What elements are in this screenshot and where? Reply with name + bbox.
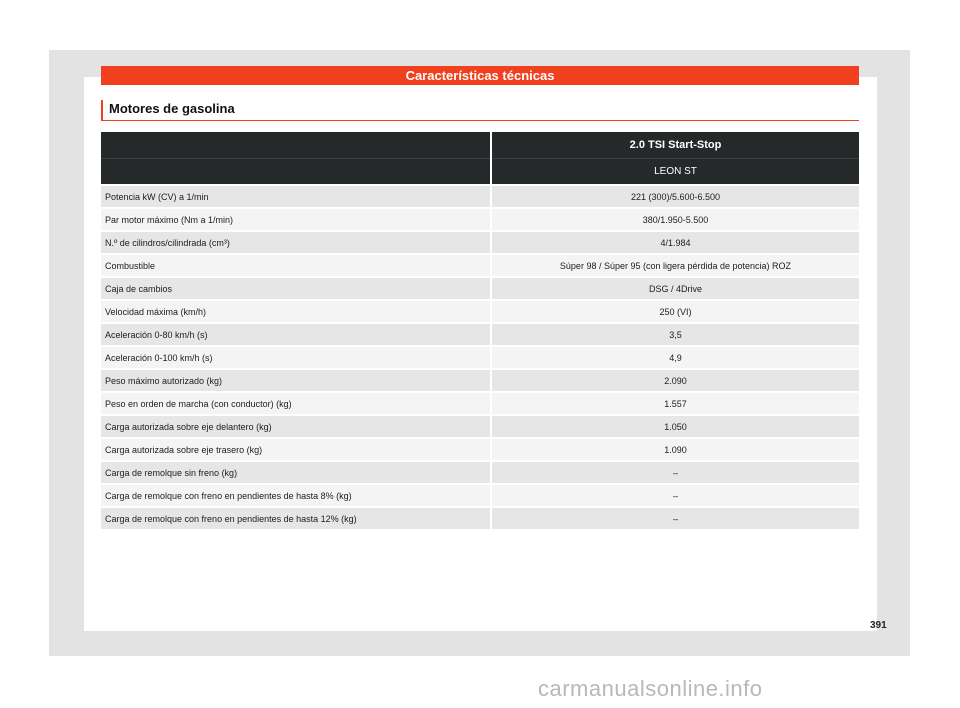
row-value: – bbox=[491, 484, 859, 507]
chapter-banner: Características técnicas bbox=[101, 66, 859, 85]
row-value: 4/1.984 bbox=[491, 231, 859, 254]
row-label: N.º de cilindros/cilindrada (cm³) bbox=[101, 231, 491, 254]
model-name: LEON ST bbox=[491, 159, 859, 186]
row-value: 4,9 bbox=[491, 346, 859, 369]
engine-name: 2.0 TSI Start-Stop bbox=[491, 132, 859, 159]
spec-table bbox=[101, 132, 859, 529]
row-label: Velocidad máxima (km/h) bbox=[101, 300, 491, 323]
page-number: 391 bbox=[870, 620, 887, 631]
table-header-engine-row bbox=[101, 132, 859, 159]
row-value: 1.050 bbox=[491, 415, 859, 438]
row-label: Combustible bbox=[101, 254, 491, 277]
table-row bbox=[101, 438, 859, 461]
row-label: Carga autorizada sobre eje delantero (kg) bbox=[101, 415, 491, 438]
row-value: 2.090 bbox=[491, 369, 859, 392]
table-row bbox=[101, 231, 859, 254]
row-value: 1.090 bbox=[491, 438, 859, 461]
row-label: Aceleración 0-100 km/h (s) bbox=[101, 346, 491, 369]
table-header-empty-cell bbox=[101, 159, 491, 186]
table-row bbox=[101, 461, 859, 484]
row-value: – bbox=[491, 507, 859, 529]
row-value: 221 (300)/5.600-6.500 bbox=[491, 185, 859, 208]
row-label: Carga de remolque sin freno (kg) bbox=[101, 461, 491, 484]
row-label: Peso máximo autorizado (kg) bbox=[101, 369, 491, 392]
row-label: Peso en orden de marcha (con conductor) (kg) bbox=[101, 392, 491, 415]
table-row bbox=[101, 300, 859, 323]
table-row bbox=[101, 346, 859, 369]
table-row bbox=[101, 484, 859, 507]
table-row bbox=[101, 369, 859, 392]
row-label: Caja de cambios bbox=[101, 277, 491, 300]
row-label: Carga autorizada sobre eje trasero (kg) bbox=[101, 438, 491, 461]
watermark-text: carmanualsonline.info bbox=[538, 676, 763, 701]
row-label: Aceleración 0-80 km/h (s) bbox=[101, 323, 491, 346]
row-value: 3,5 bbox=[491, 323, 859, 346]
row-value: – bbox=[491, 461, 859, 484]
table-row bbox=[101, 323, 859, 346]
table-header-empty-cell bbox=[101, 132, 491, 159]
row-value: Súper 98 / Súper 95 (con ligera pérdida de potencia) ROZ bbox=[491, 254, 859, 277]
row-label: Potencia kW (CV) a 1/min bbox=[101, 185, 491, 208]
table-row bbox=[101, 254, 859, 277]
row-label: Carga de remolque con freno en pendientes de hasta 8% (kg) bbox=[101, 484, 491, 507]
row-label: Par motor máximo (Nm a 1/min) bbox=[101, 208, 491, 231]
table-row bbox=[101, 392, 859, 415]
row-value: 250 (VI) bbox=[491, 300, 859, 323]
table-row bbox=[101, 277, 859, 300]
table-row bbox=[101, 185, 859, 208]
row-label: Carga de remolque con freno en pendientes de hasta 12% (kg) bbox=[101, 507, 491, 529]
table-header-model-row bbox=[101, 159, 859, 186]
row-value: DSG / 4Drive bbox=[491, 277, 859, 300]
table-row bbox=[101, 208, 859, 231]
section-title: Motores de gasolina bbox=[101, 100, 859, 121]
row-value: 1.557 bbox=[491, 392, 859, 415]
row-value: 380/1.950-5.500 bbox=[491, 208, 859, 231]
table-row bbox=[101, 415, 859, 438]
table-row bbox=[101, 507, 859, 529]
